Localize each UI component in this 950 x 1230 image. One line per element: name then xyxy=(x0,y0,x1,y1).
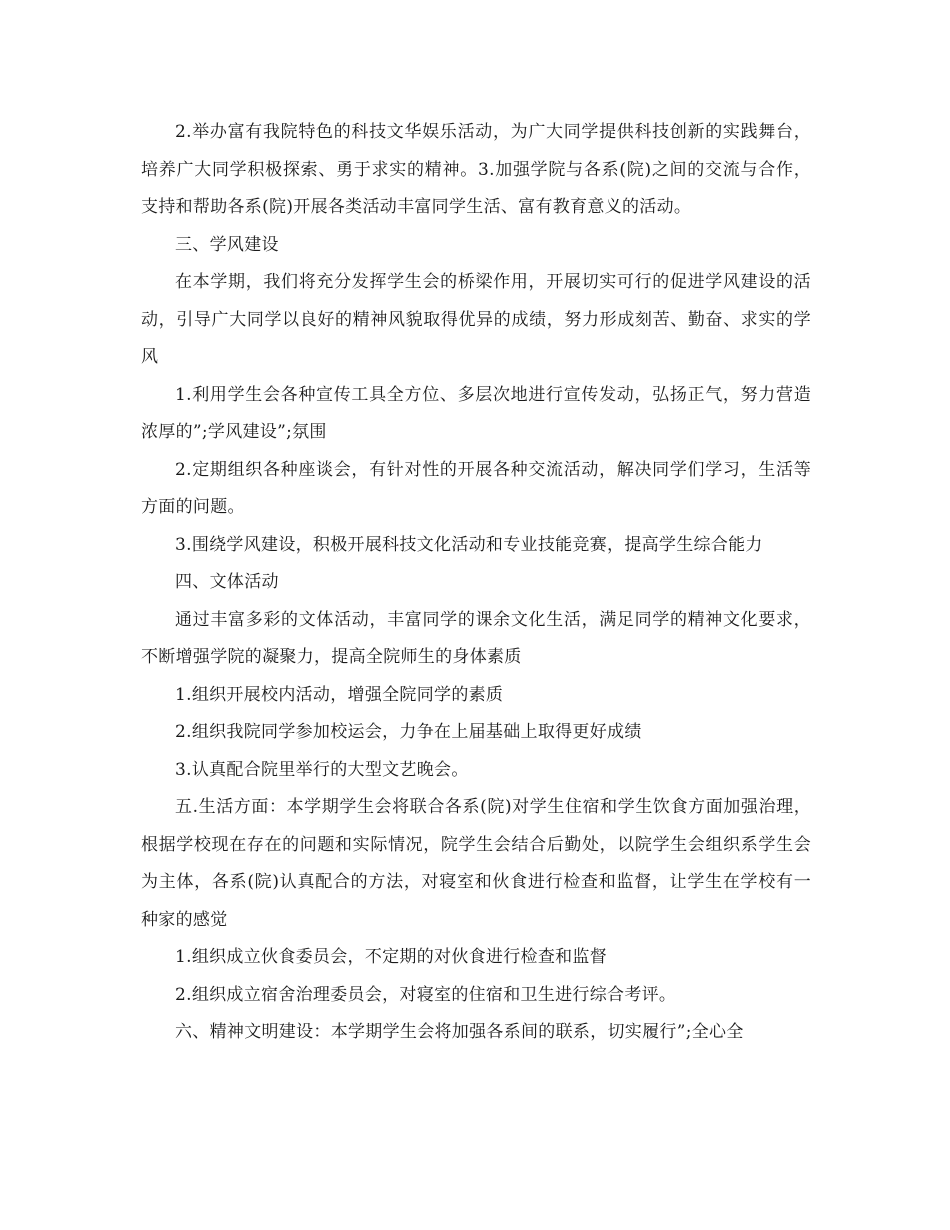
paragraph-study-style-item-3: 3.围绕学风建设，积极开展科技文化活动和专业技能竞赛，提高学生综合能力 xyxy=(175,534,763,555)
paragraph-study-style-intro: 在本学期，我们将充分发挥学生会的桥梁作用，开展切实可行的促进学风建设的活动，引导广大同学以良好的精神风貌取得优异的成绩，努力形成刻苦、勤奋、求实的学风 xyxy=(141,272,811,367)
paragraph-study-style-item-2: 2.定期组织各种座谈会，有针对性的开展各种交流活动，解决同学们学习，生活等方面的问题。 xyxy=(141,459,811,517)
paragraph-sports-culture-item-1: 1.组织开展校内活动，增强全院同学的素质 xyxy=(175,684,504,705)
paragraph-sports-culture-item-2: 2.组织我院同学参加校运会，力争在上届基础上取得更好成绩 xyxy=(175,722,642,742)
paragraph-living-intro: 五.生活方面：本学期学生会将联合各系(院)对学生住宿和学生饮食方面加强治理，根据学校现在存在的问题和实际情况，院学生会结合后勤处，以院学生会组织系学生会为主体，各系(院)认真配合的方法，对寝室和伙食进行检查和监督，让学生在学校有一种家的感觉 xyxy=(141,797,811,930)
paragraph-living-item-1: 1.组织成立伙食委员会，不定期的对伙食进行检查和监督 xyxy=(175,947,608,967)
heading-sports-culture: 四、文体活动 xyxy=(175,572,279,592)
heading-study-style: 三、学风建设 xyxy=(175,234,279,255)
paragraph-activities-item-2-3: 2.举办富有我院特色的科技文华娱乐活动，为广大同学提供科技创新的实践舞台，培养广大同学积极探索、勇于求实的精神。3.加强学院与各系(院)之间的交流与合作，支持和帮助各系(院)开展各类活动丰富同学生活、富有教育意义的活动。 xyxy=(141,122,811,217)
paragraph-sports-culture-intro: 通过丰富多彩的文体活动，丰富同学的课余文化生活，满足同学的精神文化要求，不断增强学院的凝聚力，提高全院师生的身体素质 xyxy=(141,609,811,667)
paragraph-sports-culture-item-3: 3.认真配合院里举行的大型文艺晚会。 xyxy=(175,759,469,780)
document-body xyxy=(141,114,811,1052)
paragraph-study-style-item-1: 1.利用学生会各种宣传工具全方位、多层次地进行宣传发动，弘扬正气，努力营造浓厚的”;学风建设”;氛围 xyxy=(141,384,811,442)
paragraph-civility-intro: 六、精神文明建设：本学期学生会将加强各系间的联系，切实履行”;全心全 xyxy=(175,1022,744,1042)
paragraph-living-item-2: 2.组织成立宿舍治理委员会，对寝室的住宿和卫生进行综合考评。 xyxy=(175,984,677,1005)
